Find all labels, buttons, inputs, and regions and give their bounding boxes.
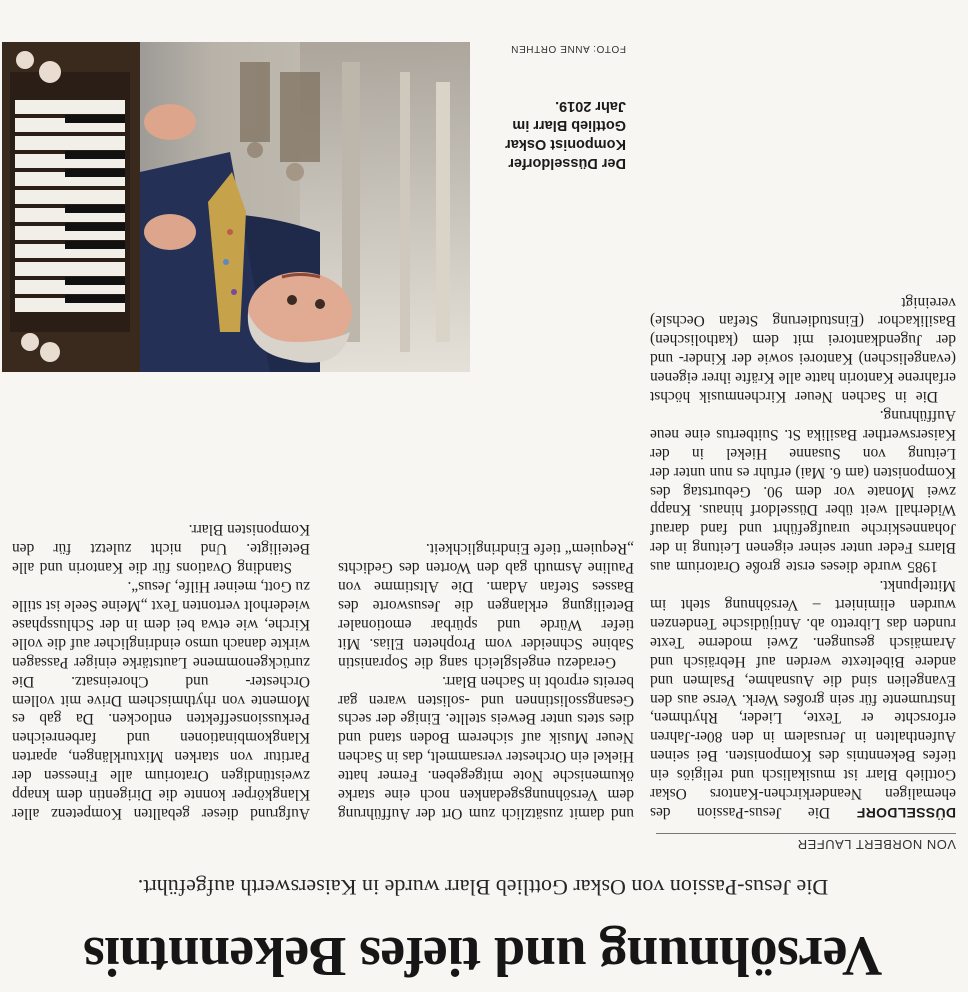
paragraph-7: Standing Ovations für die Kantorin und alle Beteiligte. Und nicht zuletzt für den Komponisten Blarr. [12, 521, 310, 577]
article-column-1 [650, 12, 956, 822]
photo-credit: FOTO: ANNE ORTHEN [510, 43, 626, 54]
dateline: DÜSSELDORF [856, 805, 956, 821]
article-headline: Versöhnung und tiefes Bekenntnis [83, 925, 883, 987]
paragraph-2: 1985 wurde dieses erste große Oratorium aus Blarrs Feder unter seiner eigenen Leitung in der Johanneskirche uraufgeführt und fand darauf Widerhall weit über Düsseldorf hinaus. Knapp zwei Monate vor dem 90. Geburtstag des Komponisten (am 6. Mai) erfuhr es nun unter der Leitung von Susanne Hiekel in der Kaiserswerther Basilika St. Suitbertus eine neue Aufführung. [650, 406, 956, 576]
paragraph-4: und damit zusätzlich zum Ort der Aufführung dem Versöhnungsgedanken noch eine starke ökumenische Note mitgegeben. Ferner hatte Hiekel ein Orchester versammelt, das in Sachen Neuer Musik auf sicherem Boden stand und dies stets unter Beweis stellte. Einige der sechs Gesangssolistinnen und -solisten waren gar bereits erprobt in Sachen Blarr. [338, 672, 634, 822]
paragraph-6: Aufgrund dieser geballten Kompetenz aller Klangkörper konnte die Dirigentin dem knapp zweistündigen Oratorium alle Finessen der Partitur von starken Mixturklängen, aparten Klangkombinationen und farbenreichen Perkussionseffekten entlocken. Da gab es Momente von rhythmischem Drive mit vollem Orchester- und Choreinsatz. Die zurückgenommene Lautstärke einiger Passagen wirkte danach umso eindringlicher auf die volle Kirche, wie etwa bei dem in der Schlussphase wiederholt vertonten Text „Meine Seele ist stille zu Gott, meiner Hilfe, Jesus“. [12, 578, 310, 822]
article-column-2 [338, 372, 634, 822]
composer-photo [2, 42, 470, 372]
composer-photo-illustration [2, 42, 470, 372]
paragraph-1-text: Die Jesus-Passion des ehemaligen Neanderkirchen-Kantors Oskar Gottlieb Blarr ist musikalisch und religiös ein tiefes Bekenntnis des Komponisten. Bei seinen Aufenthalten in Jerusalem in den 80er-Jahren erforschte er Texte, Lieder, Rhythmen, Instrumente für sein großes Werk. Verse aus den Evangelien sind die Ausnahme, Psalmen und andere Bibeltexte werden auf Hebräisch und Aramäisch gesungen. Zwei moderne Texte runden das Libretto ab. Antijüdische Tendenzen wurden eliminiert – Versöhnung steht im Mittelpunkt. [650, 577, 956, 821]
article-byline: VON NORBERT LAUFER [656, 833, 956, 852]
paragraph-3: Die in Sachen Neuer Kirchenmusik höchst erfahrene Kantorin hatte alle Kräfte ihrer eigenen (evangelischen) Kantorei sowie der Kinder- und der Jugendkantorei mit dem (katholischen) Basilikachor (Einstudierung Stefan Oechsle) vereinigt [650, 293, 956, 406]
article-column-3 [12, 372, 310, 822]
article-subheadline: Die Jesus-Passion von Oskar Gottlieb Blarr wurde in Kaiserswerth aufgeführt. [137, 875, 829, 900]
photo-caption: Der Düsseldorfer Komponist Oskar Gottlieb Blarr im Jahr 2019. [505, 98, 626, 171]
paragraph-5: Geradezu engelsgleich sang die Sopranistin Sabine Schneider vom Propheten Elias. Mit tiefer Würde und spürbar emotionaler Beteiligung erklangen die Jesusworte des Basses Stefan Adam. Die Altstimme von Pauline Asmuth gab den Worten des Gedichts „Requiem“ tiefe Eindringlichkeit. [338, 540, 634, 671]
paragraph-1 [650, 575, 956, 822]
